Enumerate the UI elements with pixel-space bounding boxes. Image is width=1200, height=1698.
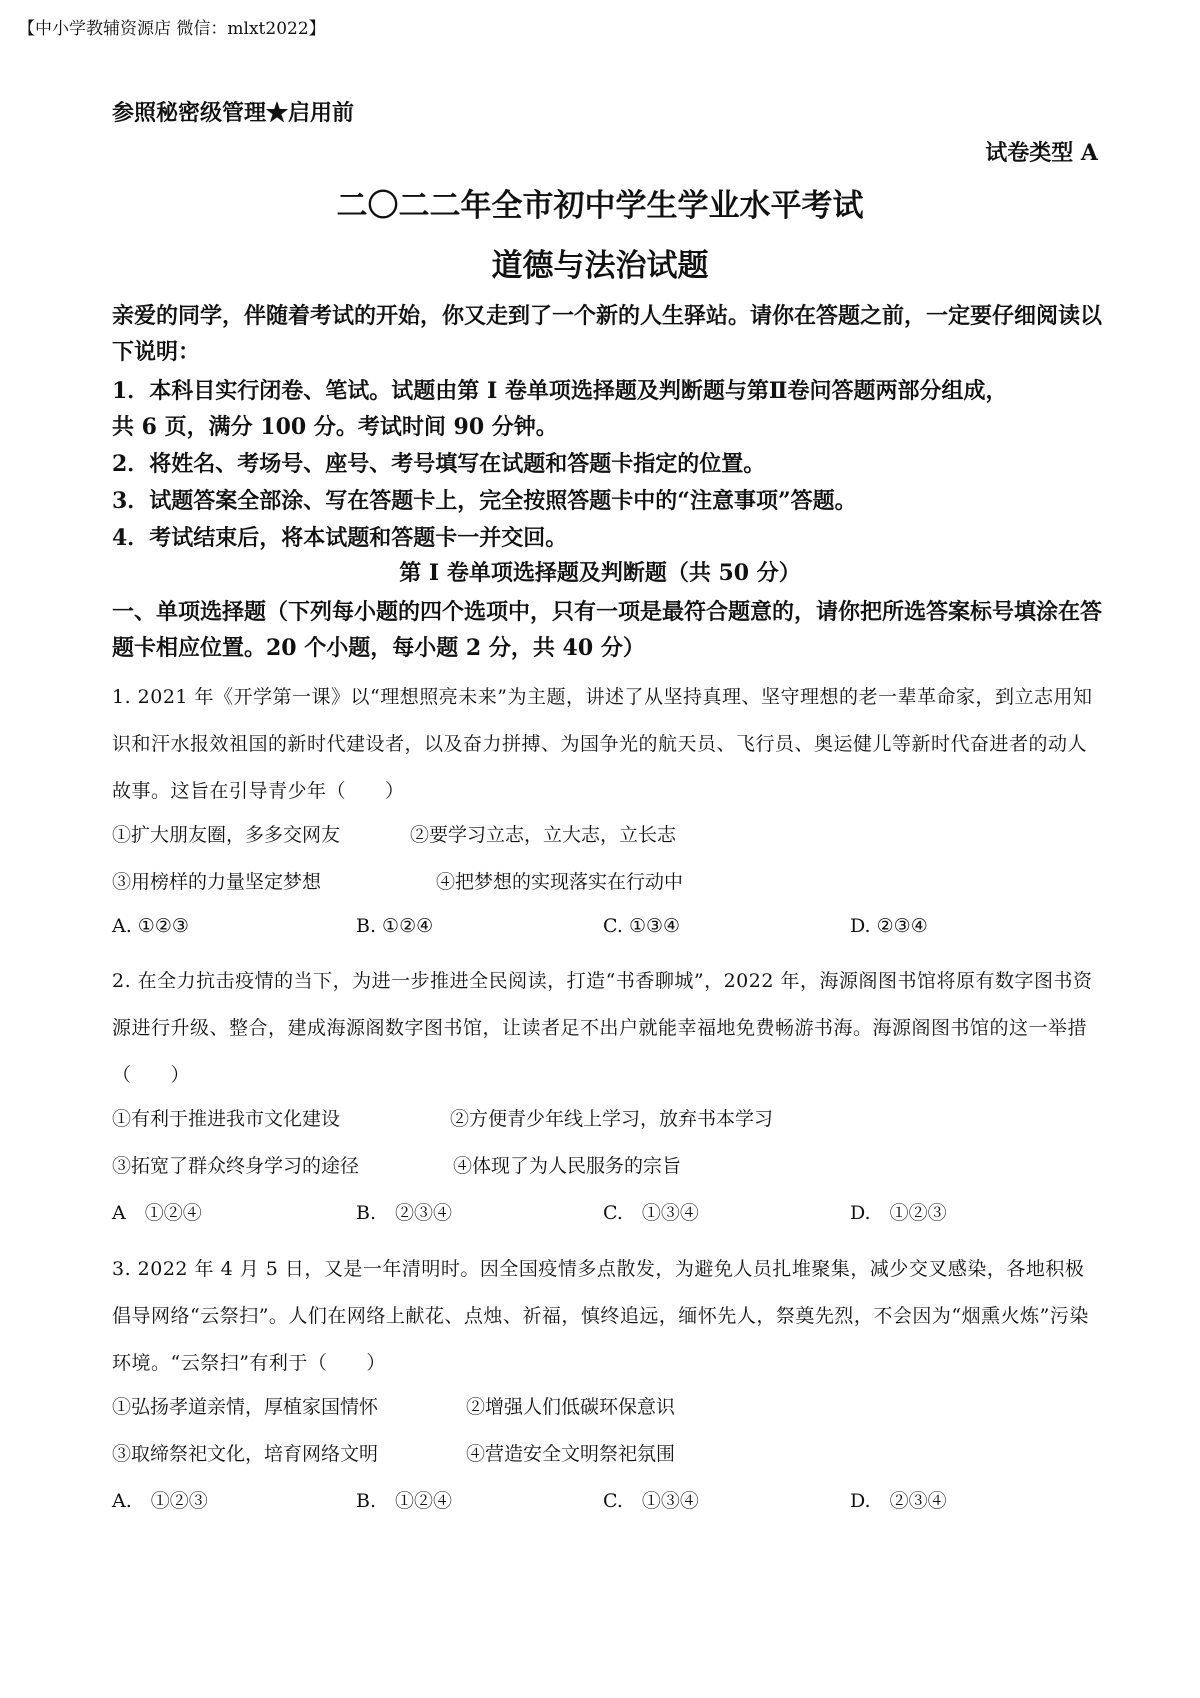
question-3-item-2: ②增强人们低碳环保意识 — [466, 1396, 676, 1418]
part-instructions: 一、单项选择题（下列每小题的四个选项中，只有一项是最符合题意的，请你把所选答案标号填涂在答题卡相应位置。20 个小题，每小题 2 分，共 40 分） — [112, 599, 1103, 661]
question-2-option-a: A ①②④ — [112, 1202, 202, 1224]
confidentiality-notice: 参照秘密级管理★启用前 — [112, 100, 355, 126]
question-2-option-d: D. ①②③ — [850, 1202, 947, 1224]
question-3-option-b: B. ①②④ — [356, 1490, 453, 1512]
question-1-option-a: A. ①②③ — [112, 915, 189, 937]
question-2-item-2: ②方便青少年线上学习，放弃书本学习 — [450, 1108, 774, 1130]
section-heading: 第 I 卷单项选择题及判断题（共 50 分） — [399, 560, 801, 586]
rule-3: 3．试题答案全部涂、写在答题卡上，完全按照答题卡中的“注意事项”答题。 — [112, 488, 857, 514]
question-2-option-c: C. ①③④ — [603, 1202, 699, 1224]
question-1-item-3: ③用榜样的力量坚定梦想 — [112, 871, 322, 893]
question-1-item-2: ②要学习立志，立大志，立长志 — [410, 824, 677, 846]
question-2-option-b: B. ②③④ — [356, 1202, 453, 1224]
question-1-option-c: C. ①③④ — [603, 915, 681, 937]
rule-1: 1．本科目实行闭卷、笔试。试题由第 I 卷单项选择题及判断题与第Ⅱ卷问答题两部分组成， — [112, 378, 1008, 404]
question-3-stem: 3. 2022 年 4 月 5 日，又是一年清明时。因全国疫情多点散发，为避免人员扎堆聚集，减少交叉感染，各地积极倡导网络“云祭扫”。人们在网络上献花、点烛、祈福，慎终追远，缅怀先人，祭奠先烈，不会因为“烟熏火炼”污染环境。“云祭扫”有利于（ ） — [112, 1258, 1089, 1374]
question-1-item-1: ①扩大朋友圈，多多交网友 — [112, 824, 341, 846]
question-3-option-d: D. ②③④ — [850, 1490, 947, 1512]
question-2-item-4: ④体现了为人民服务的宗旨 — [453, 1155, 682, 1177]
question-3-option-a: A. ①②③ — [112, 1490, 208, 1512]
rule-2: 2．将姓名、考场号、座号、考号填写在试题和答题卡指定的位置。 — [112, 451, 766, 477]
question-1-option-d: D. ②③④ — [850, 915, 928, 937]
intro-paragraph: 亲爱的同学，伴随着考试的开始，你又走到了一个新的人生驿站。请你在答题之前，一定要仔细阅读以下说明： — [112, 303, 1103, 365]
question-1-item-4: ④把梦想的实现落实在行动中 — [436, 871, 684, 893]
question-3-option-c: C. ①③④ — [603, 1490, 699, 1512]
question-2-item-3: ③拓宽了群众终身学习的途径 — [112, 1155, 360, 1177]
question-3-item-3: ③取缔祭祀文化，培育网络文明 — [112, 1443, 379, 1465]
question-3-item-1: ①弘扬孝道亲情，厚植家国情怀 — [112, 1396, 379, 1418]
exam-subject: 道德与法治试题 — [491, 248, 709, 284]
question-2-stem: 2. 在全力抗击疫情的当下，为进一步推进全民阅读，打造“书香聊城”，2022 年，海源阁图书馆将原有数字图书资源进行升级、整合，建成海源阁数字图书馆，让读者足不出户就能幸福地免费畅游书海。海源阁图书馆的这一举措（ ） — [112, 970, 1093, 1086]
rule-4: 4．考试结束后，将本试题和答题卡一并交回。 — [112, 525, 568, 551]
rule-1-cont: 共 6 页，满分 100 分。考试时间 90 分钟。 — [112, 414, 558, 440]
question-1-option-b: B. ①②④ — [356, 915, 434, 937]
paper-type: 试卷类型 A — [985, 140, 1098, 166]
question-2-item-1: ①有利于推进我市文化建设 — [112, 1108, 341, 1130]
question-3-item-4: ④营造安全文明祭祀氛围 — [466, 1443, 676, 1465]
exam-title: 二〇二二年全市初中学生学业水平考试 — [336, 188, 864, 224]
question-1-stem: 1. 2021 年《开学第一课》以“理想照亮未来”为主题，讲述了从坚持真理、坚守理想的老一辈革命家，到立志用知识和汗水报效祖国的新时代建设者，以及奋力拼搏、为国争光的航天员、飞行员、奥运健儿等新时代奋进者的动人故事。这旨在引导青少年（ ） — [112, 686, 1093, 802]
watermark-text: 【中小学教辅资源店 微信：mlxt2022】 — [18, 19, 326, 39]
